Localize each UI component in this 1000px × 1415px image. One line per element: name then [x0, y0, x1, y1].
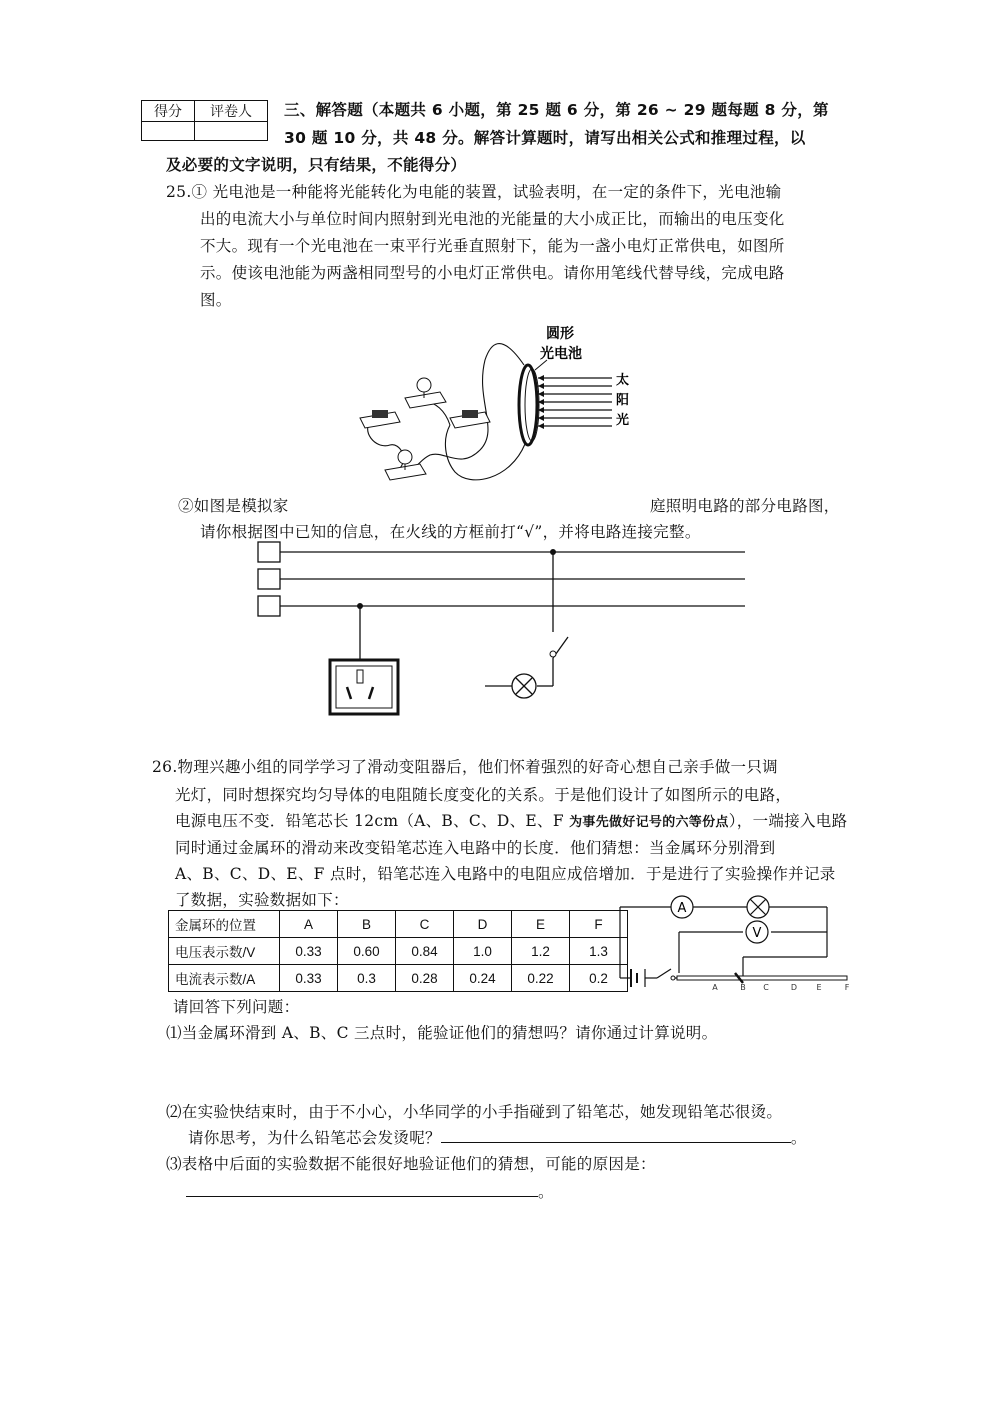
- table-cell: 0.60: [338, 938, 396, 965]
- sun-label-1: 太: [616, 373, 630, 388]
- section-heading-line2: 30 题 10 分，共 48 分。解答计算题时，请写出相关公式和推理过程，以: [284, 129, 806, 147]
- table-cell: 0.22: [512, 965, 570, 992]
- table-cell: 0.28: [396, 965, 454, 992]
- table-row: [169, 911, 628, 938]
- q25-part2-right: 庭照明电路的部分电路图，: [650, 497, 840, 515]
- table-cell: 0.33: [280, 965, 338, 992]
- switch-icon: [360, 410, 400, 428]
- wire-checkbox-3[interactable]: [258, 596, 280, 616]
- table-cell: 0.2: [570, 965, 628, 992]
- q26-sub2-question: 请你思考，为什么铅笔芯会发烫呢？: [188, 1129, 441, 1147]
- table-header: 金属环的位置: [169, 911, 280, 938]
- q26-sub3-end: 。: [538, 1183, 554, 1201]
- q26-text-line1: 26.物理兴趣小组的同学学习了滑动变阻器后，他们怀着强烈的好奇心想自己亲手做一只调: [152, 758, 778, 776]
- point-label-a: A: [712, 983, 718, 992]
- q26-sub3-line2: [186, 1180, 554, 1204]
- switch-icon: [450, 410, 490, 428]
- q26-line3-a: 电源电压不变．铅笔芯长 12cm（A、B、C、D、E、F: [175, 812, 570, 830]
- q26-text-line5: A、B、C、D、E、F 点时，铅笔芯连入电路中的电阻应成倍增加．于是进行了实验操作并记录: [175, 865, 836, 883]
- q26-sub2-answer-line[interactable]: [441, 1126, 791, 1143]
- table-cell: 0.3: [338, 965, 396, 992]
- q26-line3-c: ），一端接入电路: [728, 812, 848, 830]
- q25-text-line1: 25.① 光电池是一种能将光能转化为电能的装置，试验表明，在一定的条件下，光电池输: [166, 183, 782, 201]
- wire-checkbox-1[interactable]: [258, 542, 280, 562]
- point-label-f: F: [844, 983, 850, 992]
- q26-line3-b: 为事先做好记号的六等份点: [569, 815, 729, 830]
- q25-text-line5: 图。: [200, 291, 232, 309]
- voltmeter-label: V: [752, 926, 762, 941]
- table-header: C: [396, 911, 454, 938]
- data-table: [168, 910, 628, 992]
- q26-text-line4: 同时通过金属环的滑动来改变铅笔芯连入电路中的长度．他们猜想：当金属环分别滑到: [175, 839, 776, 857]
- q26-text-line6: 了数据，实验数据如下：: [175, 891, 349, 909]
- table-header: E: [512, 911, 570, 938]
- lamp-icon: [385, 450, 426, 480]
- table-cell: 0.33: [280, 938, 338, 965]
- q25-part2-line2: 请你根据图中已知的信息，在火线的方框前打“√”，并将电路连接完整。: [200, 523, 701, 541]
- q25-text-line2: 出的电流大小与单位时间内照射到光电池的光能量的大小成正比，而输出的电压变化: [200, 210, 785, 228]
- table-cell: 1.3: [570, 938, 628, 965]
- grader-label: 评卷人: [195, 101, 268, 122]
- sun-label-3: 光: [616, 413, 630, 428]
- sun-label-2: 阳: [616, 393, 630, 408]
- ammeter-icon: [671, 896, 693, 918]
- point-label-d: D: [790, 983, 798, 992]
- q26-prompt: 请回答下列问题：: [173, 998, 300, 1016]
- table-header: F: [570, 911, 628, 938]
- photocell-circuit-figure: [350, 320, 650, 495]
- q26-sub1: ⑴当金属环滑到 A、B、C 三点时，能验证他们的猜想吗？请你通过计算说明。: [166, 1024, 718, 1042]
- pencil-lead-circuit-figure: [615, 893, 855, 993]
- q25-text-line4: 示。使该电池能为两盏相同型号的小电灯正常供电。请你用笔线代替导线，完成电路: [200, 264, 785, 282]
- pencil-lead: [677, 976, 847, 980]
- table-row-label: 电流表示数/A: [169, 965, 280, 992]
- table-row-label: 电压表示数/V: [169, 938, 280, 965]
- table-row: [169, 938, 628, 965]
- ammeter-label: A: [677, 901, 687, 916]
- q26-sub2-end: 。: [790, 1129, 807, 1147]
- point-label-e: E: [816, 983, 822, 992]
- score-box: [141, 100, 268, 141]
- socket-icon: [330, 660, 398, 714]
- table-header: A: [280, 911, 338, 938]
- fig-label-round: 圆形: [546, 326, 574, 342]
- q26-sub3-line1: ⑶表格中后面的实验数据不能很好地验证他们的猜想，可能的原因是：: [166, 1155, 656, 1173]
- voltmeter-icon: [746, 921, 768, 943]
- household-circuit-figure: [250, 535, 760, 720]
- fig-label-photocell: 光电池: [540, 346, 582, 362]
- table-header: D: [454, 911, 512, 938]
- score-cell[interactable]: [142, 122, 195, 141]
- point-label-c: C: [763, 983, 769, 992]
- sun-rays-icon: [538, 378, 612, 426]
- lamp-symbol-icon: [747, 896, 769, 918]
- table-row: [169, 965, 628, 992]
- table-header: B: [338, 911, 396, 938]
- table-cell: 0.24: [454, 965, 512, 992]
- q26-sub2-line1: ⑵在实验快结束时，由于不小心，小华同学的小手指碰到了铅笔芯，她发现铅笔芯很烫。: [166, 1103, 783, 1121]
- table-cell: 1.2: [512, 938, 570, 965]
- lamp-symbol-icon: [512, 674, 536, 698]
- table-cell: 0.84: [396, 938, 454, 965]
- lamp-icon: [405, 378, 446, 408]
- table-cell: 1.0: [454, 938, 512, 965]
- q26-sub3-answer-line[interactable]: [186, 1180, 538, 1197]
- score-label: 得分: [142, 101, 195, 122]
- q26-text-line3: [175, 809, 847, 835]
- section-heading-line3: 及必要的文字说明，只有结果，不能得分）: [166, 156, 467, 174]
- q25-part2-left: ②如图是模拟家: [178, 497, 289, 515]
- grader-cell[interactable]: [195, 122, 268, 141]
- wire-checkbox-2[interactable]: [258, 569, 280, 589]
- q26-sub2-line2: [188, 1126, 807, 1150]
- point-label-b: B: [740, 983, 746, 992]
- q26-text-line2: 光灯，同时想探究均匀导体的电阻随长度变化的关系。于是他们设计了如图所示的电路，: [175, 786, 792, 804]
- section-heading-line1: 三、解答题（本题共 6 小题，第 25 题 6 分，第 26 ~ 29 题每题 8 分，第: [284, 101, 829, 119]
- q25-text-line3: 不大。现有一个光电池在一束平行光垂直照射下，能为一盏小电灯正常供电，如图所: [200, 237, 785, 255]
